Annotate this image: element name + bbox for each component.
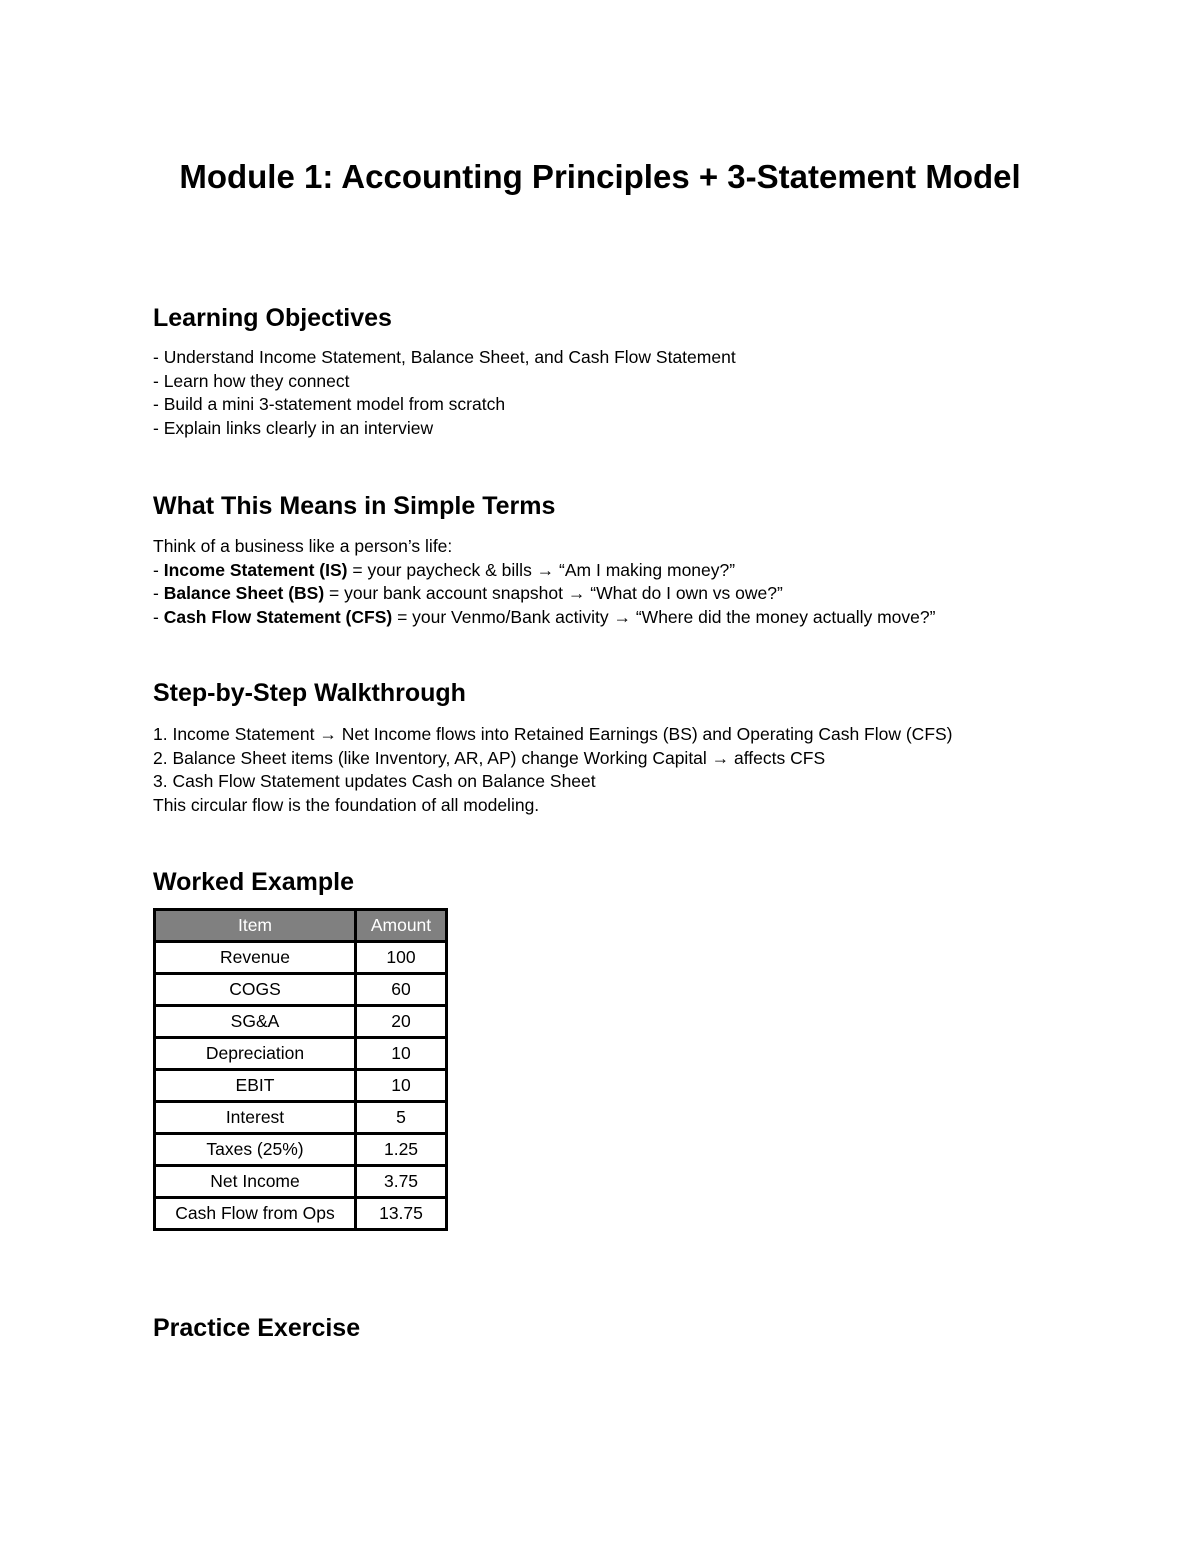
table-cell-amount: 10 xyxy=(356,1038,447,1070)
list-item: 3. Cash Flow Statement updates Cash on Balance Sheet xyxy=(153,771,596,792)
table-cell-amount: 60 xyxy=(356,974,447,1006)
term-description: = your paycheck & bills → “Am I making money?” xyxy=(347,559,736,580)
worked-example-table xyxy=(153,908,448,1231)
table-row xyxy=(155,974,447,1006)
simple-terms-heading: What This Means in Simple Terms xyxy=(153,492,556,520)
column-header-amount: Amount xyxy=(356,910,447,942)
table-row xyxy=(155,1198,447,1230)
table-row xyxy=(155,1038,447,1070)
table-cell-amount: 20 xyxy=(356,1006,447,1038)
table-cell-amount: 10 xyxy=(356,1070,447,1102)
table-cell-item: Taxes (25%) xyxy=(155,1134,356,1166)
simple-terms-block xyxy=(153,535,935,630)
list-item: - Learn how they connect xyxy=(153,370,350,391)
table-cell-amount: 100 xyxy=(356,942,447,974)
table-cell-item: SG&A xyxy=(155,1006,356,1038)
list-item: - Understand Income Statement, Balance Sheet, and Cash Flow Statement xyxy=(153,347,736,367)
item-prefix: - xyxy=(153,583,164,604)
learning-objectives-heading: Learning Objectives xyxy=(153,304,392,332)
term-label: Balance Sheet (BS) xyxy=(163,583,325,604)
item-prefix: - xyxy=(153,559,164,580)
walkthrough-list xyxy=(153,723,953,818)
list-item xyxy=(153,582,935,606)
term-label: Cash Flow Statement (CFS) xyxy=(163,607,393,628)
list-item: This circular flow is the foundation of all modeling. xyxy=(153,795,540,816)
table-cell-item: Interest xyxy=(155,1102,356,1134)
list-item: 2. Balance Sheet items (like Inventory, AR, AP) change Working Capital → affects CFS xyxy=(153,747,826,768)
table-cell-amount: 1.25 xyxy=(356,1134,447,1166)
table-row xyxy=(155,1006,447,1038)
column-header-item: Item xyxy=(155,910,356,942)
table-cell-item: EBIT xyxy=(155,1070,356,1102)
list-item: - Build a mini 3-statement model from scratch xyxy=(153,394,506,415)
term-description: = your bank account snapshot → “What do I own vs owe?” xyxy=(324,583,783,604)
list-item xyxy=(153,606,935,630)
table-cell-amount: 13.75 xyxy=(356,1198,447,1230)
table-row xyxy=(155,1166,447,1198)
table-cell-item: COGS xyxy=(155,974,356,1006)
list-item: 1. Income Statement → Net Income flows into Retained Earnings (BS) and Operating Cash Flow (CFS) xyxy=(153,724,953,744)
term-description: = your Venmo/Bank activity → “Where did the money actually move?” xyxy=(392,607,936,628)
worked-example-heading: Worked Example xyxy=(153,868,355,896)
table-cell-amount: 3.75 xyxy=(356,1166,447,1198)
list-item: - Explain links clearly in an interview xyxy=(153,418,434,439)
table-cell-amount: 5 xyxy=(356,1102,447,1134)
table-cell-item: Depreciation xyxy=(155,1038,356,1070)
table-cell-item: Revenue xyxy=(155,942,356,974)
item-prefix: - xyxy=(153,607,164,628)
table-row xyxy=(155,1070,447,1102)
table-row xyxy=(155,1134,447,1166)
learning-objectives-list xyxy=(153,346,736,441)
table-row xyxy=(155,1102,447,1134)
table-header-row xyxy=(155,910,447,942)
term-label: Income Statement (IS) xyxy=(163,559,348,580)
page-title: Module 1: Accounting Principles + 3-Statement Model xyxy=(179,158,1021,195)
simple-terms-intro: Think of a business like a person’s life: xyxy=(153,536,453,556)
practice-exercise-heading: Practice Exercise xyxy=(153,1314,361,1342)
list-item xyxy=(153,559,935,583)
table-row xyxy=(155,942,447,974)
walkthrough-heading: Step-by-Step Walkthrough xyxy=(153,679,466,707)
table-cell-item: Net Income xyxy=(155,1166,356,1198)
table-cell-item: Cash Flow from Ops xyxy=(155,1198,356,1230)
